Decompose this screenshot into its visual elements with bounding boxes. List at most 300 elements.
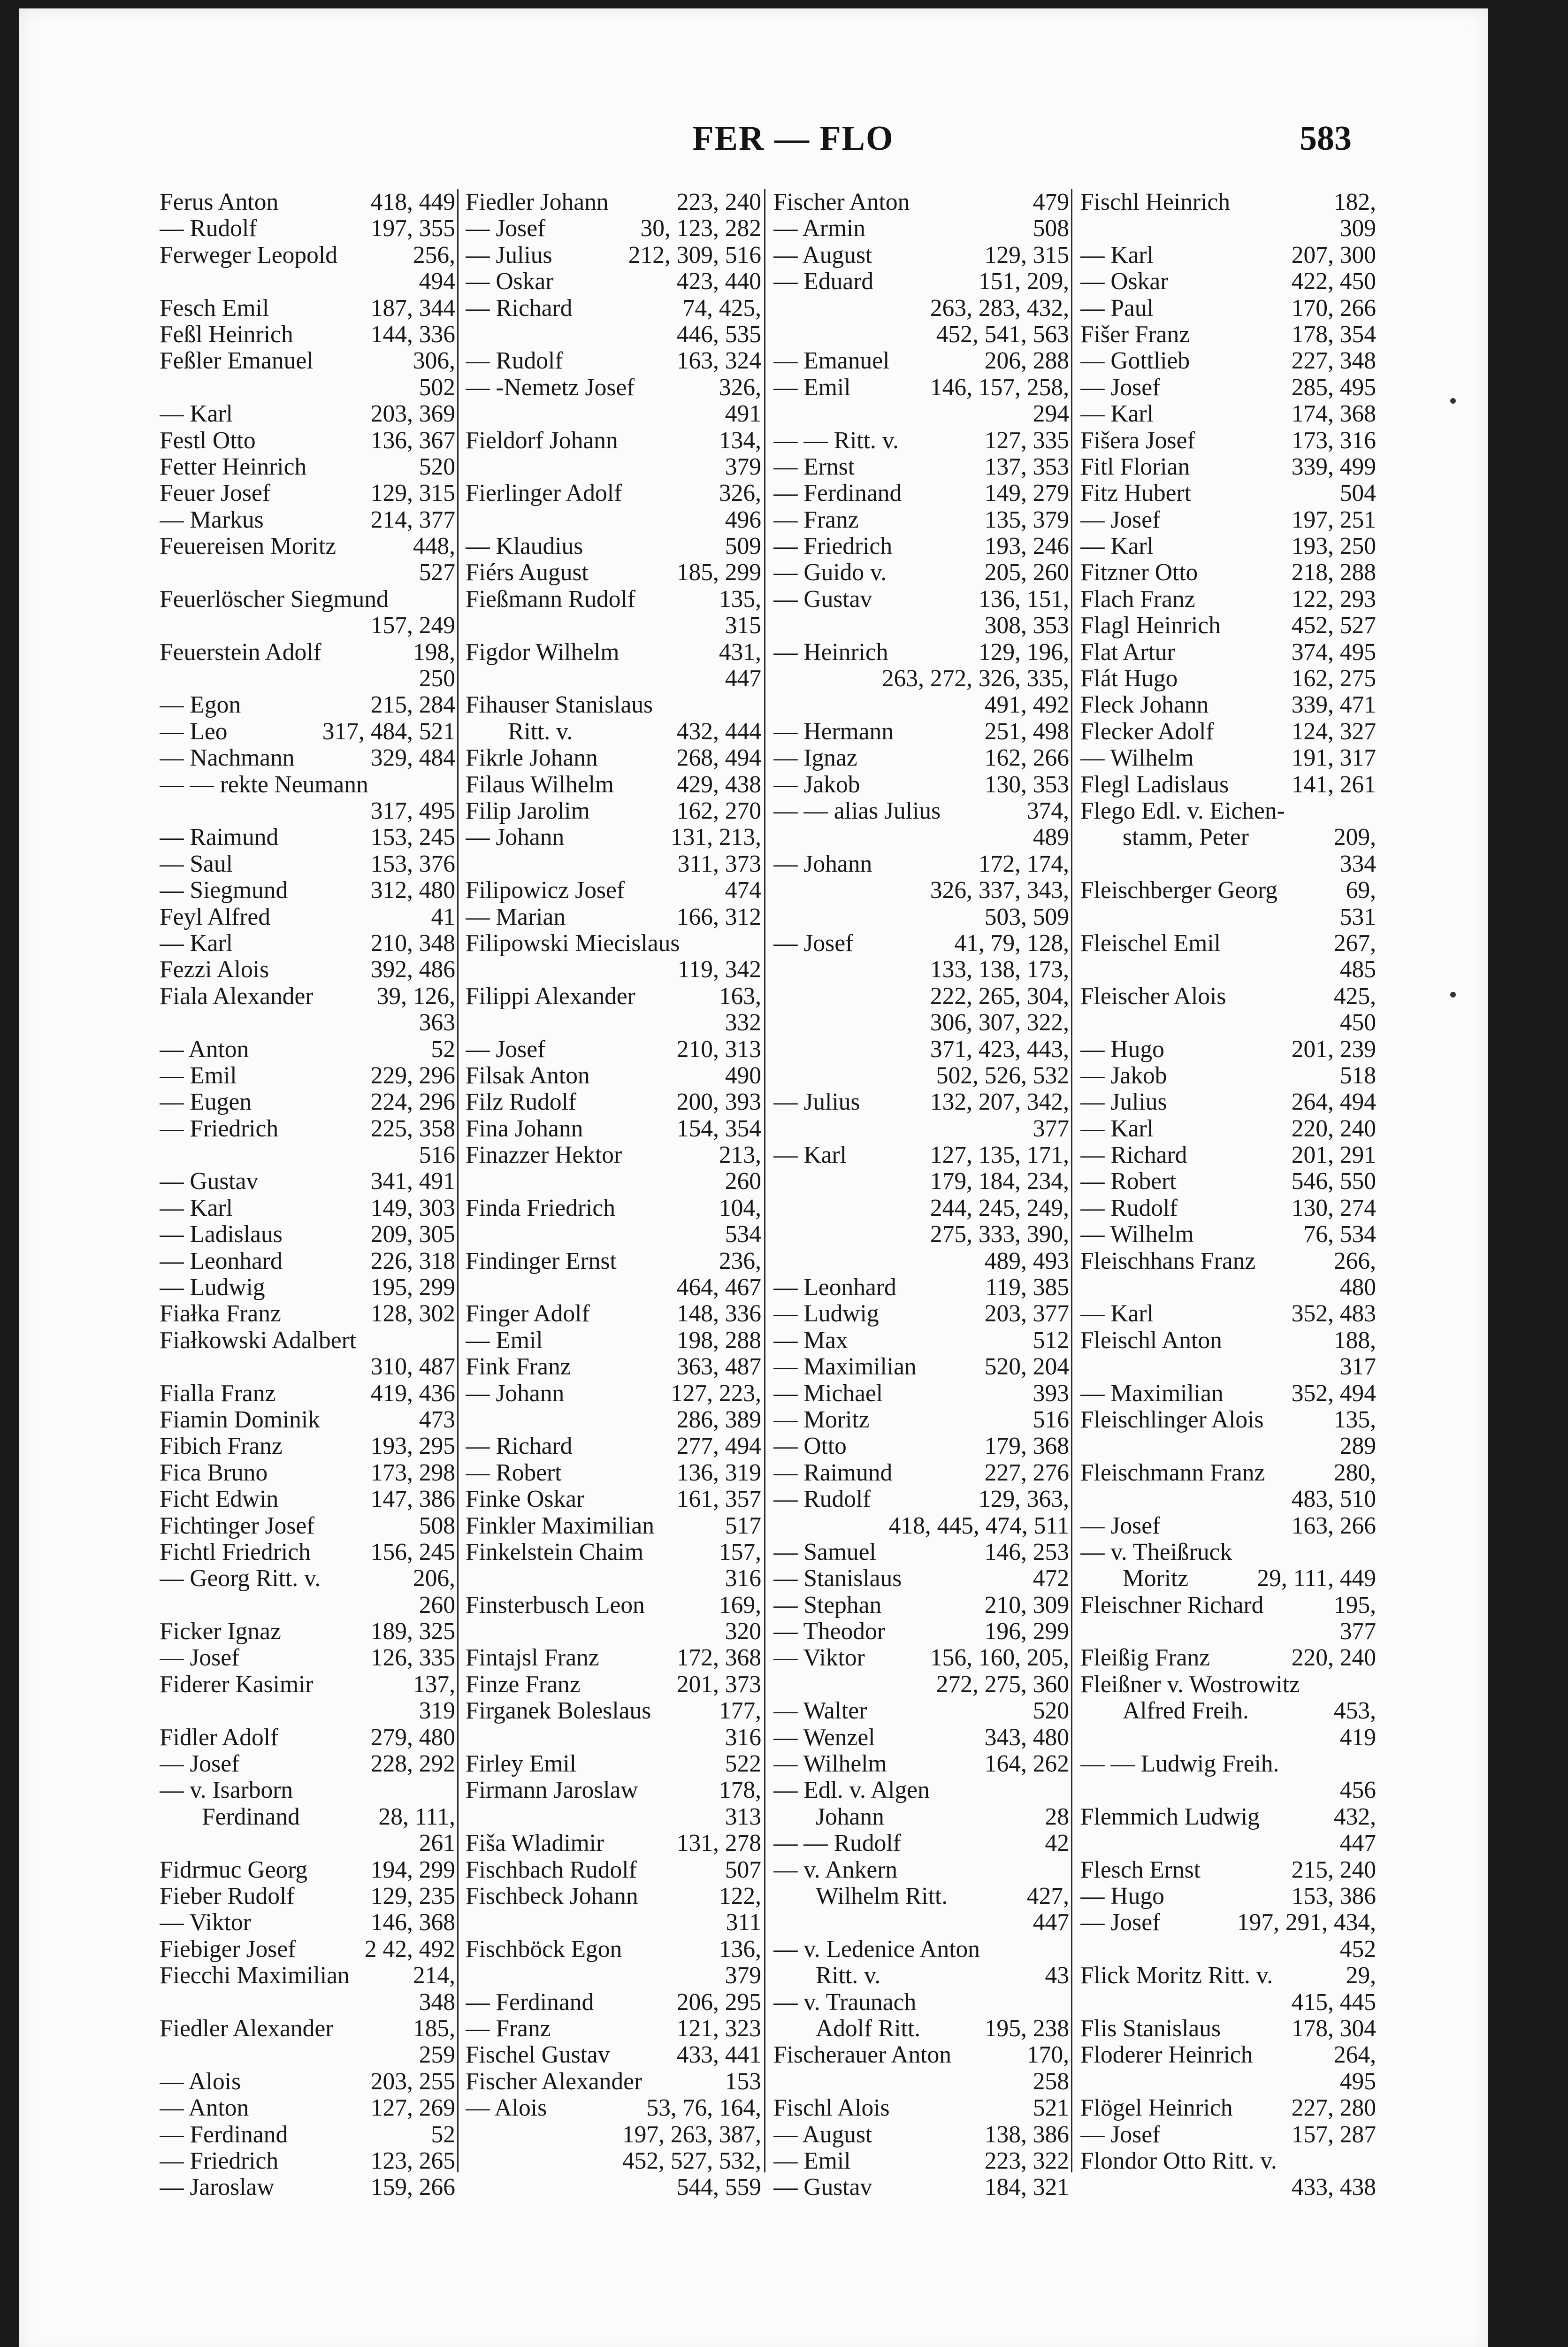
index-entry bbox=[160, 586, 455, 613]
entry-name: Fleischl Anton bbox=[1080, 1327, 1222, 1354]
entry-name: — Johann bbox=[466, 824, 565, 851]
index-entry bbox=[160, 1751, 455, 1777]
entry-name: Fihauser Stanislaus bbox=[466, 692, 653, 719]
entry-pages: 275, 333, 390, bbox=[930, 1221, 1069, 1248]
entry-name: Finke Oskar bbox=[466, 1486, 585, 1513]
entry-pages: 518 bbox=[1339, 1062, 1376, 1089]
entry-pages: 544, 559 bbox=[676, 2174, 761, 2201]
entry-pages: 264, 494 bbox=[1291, 1089, 1376, 1116]
entry-name: Fischbeck Johann bbox=[466, 1883, 638, 1910]
entry-name: Fiša Wladimir bbox=[466, 1830, 604, 1857]
entry-pages: 159, 266 bbox=[370, 2174, 455, 2201]
entry-pages: 166, 312 bbox=[676, 903, 761, 930]
entry-name: — Karl bbox=[1080, 242, 1154, 268]
index-entry bbox=[160, 1672, 455, 1698]
index-entry bbox=[1080, 1883, 1376, 1910]
entry-pages: 425, bbox=[1333, 982, 1376, 1010]
entry-pages: 508 bbox=[419, 1512, 455, 1539]
index-entry bbox=[1080, 533, 1376, 560]
index-entry bbox=[466, 1142, 761, 1168]
entry-name: Feuereisen Moritz bbox=[160, 533, 337, 560]
entry-pages: 507 bbox=[725, 1856, 761, 1883]
index-entry bbox=[160, 295, 455, 322]
index-entry bbox=[1080, 348, 1376, 374]
entry-pages: 172, 174, bbox=[978, 850, 1069, 877]
index-entry bbox=[773, 1883, 1069, 1910]
entry-name: Fezzi Alois bbox=[160, 957, 269, 983]
entry-name: — Karl bbox=[160, 1195, 233, 1221]
entry-pages: 209, bbox=[1333, 824, 1376, 851]
entry-pages: 30, 123, 282 bbox=[640, 215, 761, 242]
entry-name: — Hugo bbox=[1080, 1036, 1164, 1063]
entry-pages: 28 bbox=[1045, 1803, 1069, 1830]
entry-pages: 317 bbox=[1339, 1353, 1376, 1381]
entry-pages: 496 bbox=[725, 506, 761, 533]
entry-name: Flondor Otto Ritt. v. bbox=[1080, 2148, 1277, 2174]
entry-name: — Wenzel bbox=[773, 1724, 875, 1751]
entry-name: Fitzner Otto bbox=[1080, 560, 1198, 586]
entry-name: — Robert bbox=[1080, 1168, 1177, 1195]
entry-pages: 52 bbox=[431, 2121, 455, 2148]
index-entry bbox=[1080, 2016, 1376, 2042]
entry-name: Ficker Ignaz bbox=[160, 1618, 281, 1645]
index-entry bbox=[160, 1063, 455, 1089]
entry-pages: 127, 335 bbox=[984, 427, 1069, 454]
index-entry bbox=[1080, 1063, 1376, 1089]
entry-name: — v. Isarborn bbox=[160, 1777, 293, 1804]
entry-name: Fišer Franz bbox=[1080, 321, 1190, 348]
entry-pages: 264, bbox=[1333, 2041, 1376, 2069]
entry-pages: 280, bbox=[1333, 1459, 1376, 1486]
entry-name: Fiala Alexander bbox=[160, 983, 314, 1010]
entry-pages: 452, 527 bbox=[1291, 612, 1376, 639]
index-entry bbox=[773, 1354, 1069, 1380]
entry-name: — Leonhard bbox=[773, 1274, 896, 1301]
entry-pages: 170, 266 bbox=[1291, 294, 1376, 322]
index-entry bbox=[773, 1327, 1069, 1354]
entry-pages: 286, 389 bbox=[676, 1406, 761, 1433]
index-entry bbox=[773, 957, 1069, 983]
entry-pages: 251, 498 bbox=[984, 718, 1069, 745]
entry-pages: 447 bbox=[1033, 1909, 1069, 1936]
entry-name: Fiecchi Maximilian bbox=[160, 1963, 350, 1989]
entry-name: — Paul bbox=[1080, 295, 1154, 322]
index-entry bbox=[773, 1248, 1069, 1274]
index-entry bbox=[160, 1142, 455, 1168]
index-entry bbox=[1080, 1354, 1376, 1380]
index-entry bbox=[466, 1486, 761, 1512]
entry-name: Fichtinger Josef bbox=[160, 1512, 315, 1539]
index-entry bbox=[773, 1672, 1069, 1698]
index-entry bbox=[1080, 745, 1376, 771]
entry-pages: 418, 445, 474, 511 bbox=[888, 1512, 1069, 1539]
entry-pages: 29, bbox=[1346, 1962, 1376, 1989]
entry-pages: 320 bbox=[725, 1618, 761, 1645]
index-entry bbox=[1080, 1407, 1376, 1433]
index-entry bbox=[1080, 1301, 1376, 1327]
entry-pages: 263, 272, 326, 335, bbox=[881, 665, 1069, 692]
index-entry bbox=[466, 957, 761, 983]
entry-pages: 228, 292 bbox=[370, 1750, 455, 1778]
index-entry bbox=[1080, 1010, 1376, 1036]
entry-pages: 309 bbox=[1339, 215, 1376, 242]
entry-pages: 522 bbox=[725, 1750, 761, 1778]
entry-pages: 491, 492 bbox=[984, 691, 1069, 719]
index-entry bbox=[466, 2174, 761, 2201]
entry-name: Fleischner Richard bbox=[1080, 1592, 1264, 1618]
index-entry bbox=[1080, 401, 1376, 427]
index-entry bbox=[1080, 1963, 1376, 1989]
entry-pages: 197, 355 bbox=[370, 215, 455, 242]
entry-name: — Eduard bbox=[773, 268, 874, 295]
entry-name: — Theodor bbox=[773, 1618, 885, 1645]
index-entry bbox=[466, 375, 761, 401]
index-entry bbox=[1080, 189, 1376, 215]
entry-name: — Rudolf bbox=[466, 348, 563, 375]
entry-pages: 209, 305 bbox=[370, 1221, 455, 1248]
entry-pages: 494 bbox=[419, 268, 455, 295]
entry-pages: 218, 288 bbox=[1291, 559, 1376, 586]
index-entry bbox=[1080, 1381, 1376, 1407]
index-entry bbox=[466, 2148, 761, 2174]
entry-pages: 225, 358 bbox=[370, 1115, 455, 1142]
index-entry bbox=[1080, 1433, 1376, 1459]
index-entry bbox=[1080, 375, 1376, 401]
entry-name: Fiebiger Josef bbox=[160, 1936, 296, 1963]
index-entry bbox=[773, 586, 1069, 613]
entry-pages: 503, 509 bbox=[984, 903, 1069, 930]
entry-pages: 339, 471 bbox=[1291, 691, 1376, 719]
index-entry bbox=[773, 1725, 1069, 1751]
entry-pages: 261 bbox=[419, 1830, 455, 1857]
entry-pages: 448, bbox=[413, 533, 455, 560]
entry-name: — Rudolf bbox=[773, 1486, 871, 1513]
entry-name: Feuer Josef bbox=[160, 480, 270, 507]
entry-pages: 193, 250 bbox=[1291, 533, 1376, 560]
index-entry bbox=[773, 507, 1069, 533]
entry-pages: 317, 495 bbox=[370, 797, 455, 824]
index-entry bbox=[466, 1539, 761, 1565]
entry-pages: 203, 255 bbox=[370, 2068, 455, 2095]
index-entry bbox=[1080, 1989, 1376, 2016]
entry-name: Findinger Ernst bbox=[466, 1248, 617, 1274]
entry-pages: 154, 354 bbox=[676, 1115, 761, 1142]
entry-pages: 316 bbox=[725, 1724, 761, 1751]
entry-name: — v. Traunach bbox=[773, 1989, 917, 2016]
entry-pages: 129, 315 bbox=[370, 480, 455, 507]
index-entry bbox=[466, 1221, 761, 1248]
entry-pages: 260 bbox=[419, 1591, 455, 1618]
index-entry bbox=[160, 2122, 455, 2148]
index-entry bbox=[160, 983, 455, 1010]
entry-name: — Samuel bbox=[773, 1539, 876, 1565]
entry-name: — Karl bbox=[1080, 533, 1154, 560]
entry-pages: 147, 386 bbox=[370, 1486, 455, 1513]
entry-pages: 317, 484, 521 bbox=[322, 718, 455, 745]
entry-pages: 491 bbox=[725, 400, 761, 428]
index-entry bbox=[160, 2042, 455, 2068]
entry-pages: 433, 441 bbox=[676, 2041, 761, 2069]
entry-name: — Josef bbox=[1080, 1512, 1161, 1539]
entry-name: — Maximilian bbox=[1080, 1380, 1224, 1407]
index-entry bbox=[1080, 454, 1376, 480]
index-entry bbox=[466, 1354, 761, 1380]
entry-pages: 163, 266 bbox=[1291, 1512, 1376, 1539]
entry-pages: 423, 440 bbox=[676, 268, 761, 295]
entry-name: Flego Edl. v. Eichen- bbox=[1080, 798, 1285, 824]
entry-name: Moritz bbox=[1123, 1565, 1189, 1592]
entry-pages: 196, 299 bbox=[984, 1618, 1069, 1645]
entry-pages: 326, bbox=[719, 374, 761, 401]
index-entry bbox=[160, 560, 455, 586]
index-entry bbox=[1080, 2174, 1376, 2201]
index-entry bbox=[160, 454, 455, 480]
index-entry bbox=[160, 666, 455, 692]
index-entry bbox=[466, 1301, 761, 1327]
entry-pages: 464, 467 bbox=[676, 1274, 761, 1301]
entry-pages: 206, 295 bbox=[676, 1988, 761, 2016]
index-entry bbox=[160, 798, 455, 824]
entry-pages: 136, bbox=[719, 1935, 761, 1963]
entry-name: Finazzer Hektor bbox=[466, 1142, 622, 1169]
entry-name: Filip Jarolim bbox=[466, 798, 590, 824]
index-entry bbox=[160, 507, 455, 533]
index-entry bbox=[773, 1407, 1069, 1433]
index-entry bbox=[160, 480, 455, 506]
entry-pages: 495 bbox=[1339, 2068, 1376, 2095]
entry-pages: 223, 322 bbox=[984, 2147, 1069, 2174]
index-entry bbox=[1080, 428, 1376, 454]
index-entry bbox=[466, 1725, 761, 1751]
index-entry bbox=[466, 1777, 761, 1803]
index-entry bbox=[1080, 1036, 1376, 1063]
index-entry bbox=[773, 2095, 1069, 2121]
index-entry bbox=[1080, 560, 1376, 586]
entry-pages: 137, bbox=[413, 1671, 455, 1698]
entry-pages: 104, bbox=[719, 1194, 761, 1221]
entry-name: Fiałka Franz bbox=[160, 1301, 281, 1327]
index-entry bbox=[466, 719, 761, 745]
index-entry bbox=[1080, 666, 1376, 692]
index-entry bbox=[773, 2174, 1069, 2201]
entry-pages: 226, 318 bbox=[370, 1247, 455, 1274]
entry-name: Fidler Adolf bbox=[160, 1724, 279, 1751]
entry-name: Fina Johann bbox=[466, 1115, 583, 1142]
entry-pages: 127, 135, 171, bbox=[930, 1142, 1069, 1169]
entry-name: Fischer Alexander bbox=[466, 2068, 642, 2095]
entry-pages: 134, bbox=[719, 427, 761, 454]
entry-pages: 53, 76, 164, bbox=[646, 2094, 761, 2122]
entry-pages: 189, 325 bbox=[370, 1618, 455, 1645]
entry-pages: 485 bbox=[1339, 956, 1376, 983]
index-entry bbox=[160, 639, 455, 666]
entry-pages: 148, 336 bbox=[676, 1300, 761, 1327]
index-entry bbox=[466, 851, 761, 877]
entry-name: — Rudolf bbox=[160, 215, 257, 242]
entry-pages: 311, 373 bbox=[677, 850, 761, 877]
index-entry bbox=[160, 428, 455, 454]
entry-pages: 431, bbox=[719, 638, 761, 666]
index-entry bbox=[773, 2069, 1069, 2095]
index-entry bbox=[466, 983, 761, 1010]
entry-pages: 126, 335 bbox=[370, 1644, 455, 1672]
entry-pages: 137, 353 bbox=[984, 453, 1069, 480]
index-entry bbox=[773, 1089, 1069, 1115]
index-entry bbox=[773, 1804, 1069, 1830]
entry-name: — Hermann bbox=[773, 718, 894, 745]
entry-name: Fikrle Johann bbox=[466, 745, 598, 772]
entry-pages: 162, 275 bbox=[1291, 665, 1376, 692]
index-entry bbox=[466, 1116, 761, 1142]
entry-pages: 546, 550 bbox=[1291, 1168, 1376, 1195]
entry-pages: 2 42, 492 bbox=[364, 1935, 455, 1963]
entry-name: — — Ritt. v. bbox=[773, 427, 899, 454]
entry-name: — Emil bbox=[466, 1327, 543, 1354]
entry-name: — Ignaz bbox=[773, 745, 857, 772]
entry-name: — Georg Ritt. v. bbox=[160, 1565, 321, 1592]
entry-name: Fleischlinger Alois bbox=[1080, 1406, 1264, 1433]
index-entry bbox=[773, 295, 1069, 322]
entry-name: — Maximilian bbox=[773, 1354, 917, 1381]
entry-name: — Johann bbox=[466, 1380, 565, 1407]
entry-pages: 236, bbox=[719, 1247, 761, 1274]
index-entry bbox=[773, 480, 1069, 506]
index-entry bbox=[160, 1857, 455, 1883]
entry-name: — Heinrich bbox=[773, 639, 888, 666]
entry-name: Finkler Maximilian bbox=[466, 1512, 654, 1539]
entry-pages: 266, bbox=[1333, 1247, 1376, 1274]
index-entry bbox=[1080, 2122, 1376, 2148]
index-entry bbox=[160, 242, 455, 268]
index-entry bbox=[773, 2042, 1069, 2068]
entry-pages: 502, 526, 532 bbox=[936, 1062, 1069, 1089]
entry-pages: 450 bbox=[1339, 1009, 1376, 1036]
entry-name: Flesch Ernst bbox=[1080, 1856, 1201, 1883]
entry-name: Fitz Hubert bbox=[1080, 480, 1191, 507]
index-entry bbox=[773, 1963, 1069, 1989]
index-entry bbox=[773, 375, 1069, 401]
entry-pages: 122, bbox=[719, 1883, 761, 1910]
entry-name: — -Nemetz Josef bbox=[466, 374, 635, 401]
entry-name: Fischerauer Anton bbox=[773, 2042, 952, 2069]
entry-pages: 131, 278 bbox=[676, 1830, 761, 1857]
entry-name: — Julius bbox=[466, 242, 552, 268]
entry-name: — Leonhard bbox=[160, 1248, 283, 1274]
entry-pages: 250 bbox=[419, 665, 455, 692]
entry-name: — Karl bbox=[160, 401, 233, 428]
entry-name: — Anton bbox=[160, 2095, 249, 2122]
index-entry bbox=[160, 1698, 455, 1724]
entry-pages: 363, 487 bbox=[676, 1353, 761, 1381]
index-entry bbox=[466, 1407, 761, 1433]
entry-name: Fiedler Alexander bbox=[160, 2015, 334, 2042]
entry-pages: 135, bbox=[1333, 1406, 1376, 1433]
entry-pages: 285, 495 bbox=[1291, 374, 1376, 401]
entry-name: Fiedler Johann bbox=[466, 189, 609, 215]
index-entry bbox=[160, 1248, 455, 1274]
index-entry bbox=[773, 1989, 1069, 2016]
index-column-3 bbox=[773, 189, 1069, 2201]
index-entry bbox=[773, 666, 1069, 692]
index-entry bbox=[773, 983, 1069, 1010]
index-entry bbox=[1080, 242, 1376, 268]
index-entry bbox=[773, 401, 1069, 427]
entry-pages: 371, 423, 443, bbox=[930, 1035, 1069, 1063]
entry-pages: 306, 307, 322, bbox=[930, 1009, 1069, 1036]
index-entry bbox=[466, 666, 761, 692]
entry-name: Ritt. v. bbox=[508, 718, 573, 745]
index-entry bbox=[773, 268, 1069, 295]
entry-pages: 162, 270 bbox=[676, 797, 761, 824]
entry-pages: 272, 275, 360 bbox=[936, 1671, 1069, 1698]
entry-pages: 334 bbox=[1339, 850, 1376, 877]
entry-name: — Markus bbox=[160, 506, 264, 533]
entry-pages: 339, 499 bbox=[1291, 453, 1376, 480]
index-entry bbox=[1080, 1857, 1376, 1883]
index-entry bbox=[160, 851, 455, 877]
index-entry bbox=[773, 2122, 1069, 2148]
entry-pages: 194, 299 bbox=[370, 1856, 455, 1883]
entry-pages: 363 bbox=[419, 1009, 455, 1036]
entry-pages: 136, 367 bbox=[370, 427, 455, 454]
entry-pages: 28, 111, bbox=[378, 1803, 455, 1830]
index-entry bbox=[1080, 1486, 1376, 1512]
entry-name: — Alois bbox=[466, 2095, 547, 2122]
entry-pages: 121, 323 bbox=[676, 2015, 761, 2042]
index-entry bbox=[1080, 1830, 1376, 1856]
entry-pages: 123, 265 bbox=[370, 2147, 455, 2174]
entry-pages: 153, 376 bbox=[370, 850, 455, 877]
entry-pages: 172, 368 bbox=[676, 1644, 761, 1672]
entry-name: Fitl Florian bbox=[1080, 453, 1190, 480]
entry-pages: 220, 240 bbox=[1291, 1115, 1376, 1142]
index-entry bbox=[773, 322, 1069, 348]
index-entry bbox=[1080, 1592, 1376, 1618]
entry-pages: 319 bbox=[419, 1697, 455, 1725]
index-entry bbox=[773, 348, 1069, 374]
index-entry bbox=[160, 1513, 455, 1539]
index-entry bbox=[1080, 1565, 1376, 1592]
entry-name: — Alois bbox=[160, 2068, 241, 2095]
entry-name: Fieldorf Johann bbox=[466, 427, 618, 454]
entry-name: — Emil bbox=[160, 1062, 237, 1089]
entry-pages: 527 bbox=[419, 559, 455, 586]
index-entry bbox=[160, 1539, 455, 1565]
index-entry bbox=[466, 454, 761, 480]
index-entry bbox=[1080, 322, 1376, 348]
entry-pages: 512 bbox=[1033, 1327, 1069, 1354]
entry-pages: 122, 293 bbox=[1291, 585, 1376, 613]
entry-name: Filz Rudolf bbox=[466, 1089, 577, 1116]
index-entry bbox=[160, 1407, 455, 1433]
entry-name: — Viktor bbox=[160, 1910, 251, 1936]
index-entry bbox=[1080, 613, 1376, 639]
index-entry bbox=[773, 533, 1069, 560]
entry-pages: 156, 245 bbox=[370, 1538, 455, 1565]
index-entry bbox=[466, 242, 761, 268]
index-entry bbox=[160, 1725, 455, 1751]
index-entry bbox=[466, 2042, 761, 2068]
entry-name: — Friedrich bbox=[160, 2148, 279, 2174]
entry-pages: 119, 385 bbox=[985, 1274, 1069, 1301]
entry-pages: 520 bbox=[419, 453, 455, 480]
entry-pages: 144, 336 bbox=[370, 321, 455, 348]
page bbox=[19, 8, 1488, 2347]
index-entry bbox=[466, 1089, 761, 1115]
index-entry bbox=[466, 1063, 761, 1089]
index-entry bbox=[466, 824, 761, 851]
index-entry bbox=[1080, 268, 1376, 295]
